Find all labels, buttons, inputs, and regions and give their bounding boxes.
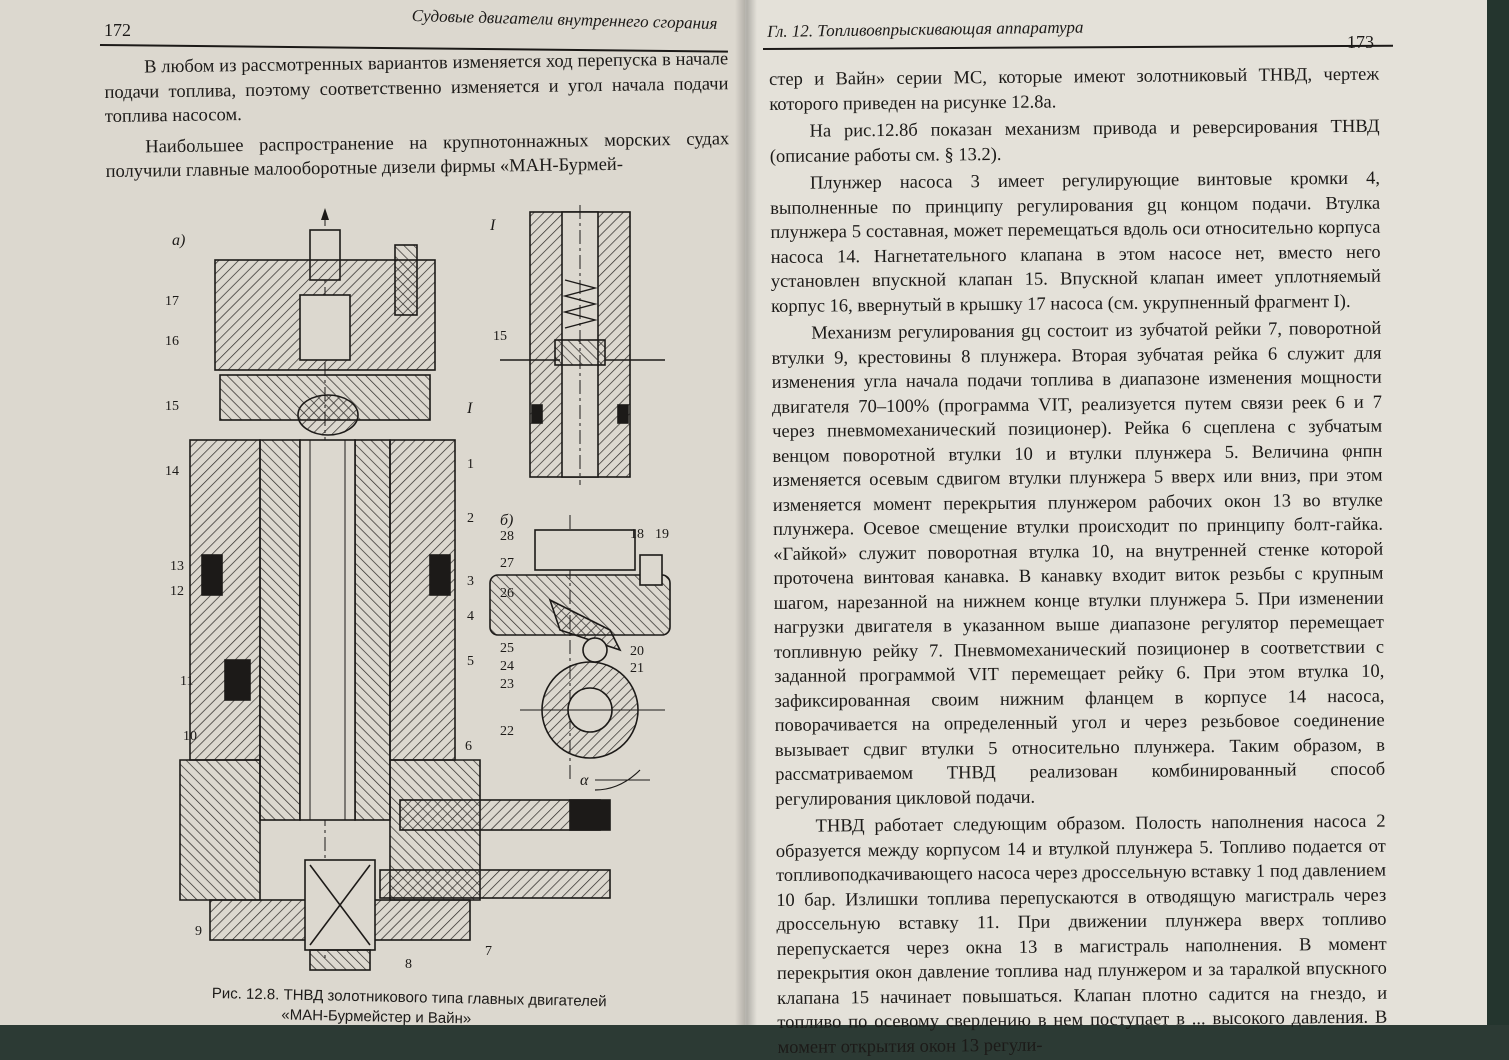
- right-paragraph-5: ТНВД работает следующим образом. Полость наполнения насоса 2 образуется между корпусом 14 и втулкой плунжера 5. Топливо подается от топливоподкачивающего насоса через дроссельную вставку 1 под давлением 10 бар. Излишки топлива перепускаются в отводящую магистраль через дроссельную вставку 11. При движении плунжера вверх топливо перепускается через окна 13 в магистраль наполнения. В момент перекрытия окон давление топлива над плунжером и за таралкой впускного клапана 15 начинает повышаться. Клапан плотно садится на гнездо, и топливо по осевому сверлению в нем поступает в ... высокого давления. В момент открытия окон 13 регули-: [775, 811, 1388, 1058]
- right-page: [745, 0, 1487, 1058]
- label-2: 2: [467, 511, 474, 526]
- left-body-text: [104, 47, 730, 184]
- left-page-number: 172: [104, 20, 131, 40]
- label-18: 18: [630, 527, 644, 542]
- label-10: 10: [183, 729, 197, 744]
- right-page-number: 173: [1347, 32, 1374, 52]
- label-12: 12: [170, 584, 184, 599]
- label-section-I: I: [467, 400, 473, 417]
- label-13: 13: [170, 559, 184, 574]
- label-9: 9: [195, 924, 202, 939]
- label-25: 25: [500, 641, 514, 656]
- left-page: [0, 0, 745, 1028]
- pump-figure: [150, 200, 730, 980]
- right-body-text: [769, 63, 1388, 1060]
- figure-caption: [211, 984, 732, 1035]
- label-20: 20: [630, 644, 644, 659]
- label-14: 14: [165, 464, 179, 479]
- left-paragraph-1: В любом из рассмотренных вариантов изменяется ход перепуска в начале подачи топлива, поэтому соответственно изменяется и угол начала подачи топлива насосом.: [104, 49, 729, 127]
- right-header-rule: [763, 45, 1393, 50]
- detail-section-mark: I: [490, 217, 496, 234]
- right-paragraph-3: Плунжер насоса 3 имеет регулирующие винтовые кромки 4, выполненные по принципу регулирования gц концом подачи. Втулка плунжера 5 составная, может перемещаться вдоль оси относительно корпуса насоса 14. Нагнетательного клапана в этом насосе нет, вместо него установлен впускной клапан 15. Впускной клапан имеет уплотняемый корпус 16, ввернутый в крышку 17 насоса (см. укрупненный фрагмент I).: [770, 168, 1381, 317]
- figure-subpart-a-label: а): [172, 232, 186, 249]
- caption-line-1: Рис. 12.8. ТНВД золотникового типа главных двигателей: [211, 984, 607, 1011]
- label-28: 28: [500, 529, 514, 544]
- label-11: 11: [180, 674, 194, 689]
- right-paragraph-2: На рис.12.8б показан механизм привода и реверсирования ТНВД (описание работы см. § 13.2).: [769, 116, 1380, 167]
- label-16: 16: [165, 334, 179, 349]
- left-running-header: Судовые двигатели внутреннего сгорания: [411, 6, 718, 33]
- label-21: 21: [630, 661, 644, 676]
- label-27: 27: [500, 556, 514, 571]
- right-paragraph-1: стер и Вайн» серии МС, которые имеют золотниковый ТНВД, чертеж которого приведен на рисунке 12.8а.: [769, 64, 1380, 115]
- label-1: 1: [467, 457, 474, 472]
- right-paragraph-4: Механизм регулирования gц состоит из зубчатой рейки 7, поворотной втулки 9, крестовины 8 плунжера. Вторая зубчатая рейка 6 служит для изменения угла начала подачи топлива в диапазоне изменения мощности двигателя 70–100% (программа VIT, реализуется путем связи реек 6 и 7 через пневмомеханический позиционер). Рейка 6 сцеплена с зубчатым венцом поворотной втулки 10 и втулки плунжера 5. Величина φнпн изменяется осевым сдвигом втулки плунжера 5 вверх или вниз, при этом изменяется момент перекрытия плунжером рабочих окон 13 во втулке плунжера. Осевое смещение втулки происходит по принципу болт-гайка. «Гайкой» служит поворотная втулка 10, на внутренней стенке которой проточена винтовая канавка. В канавку входит виток резьбы с крупным шагом, нарезанной на нижнем конце втулки плунжера 5. При изменении нагрузки двигателя в указанном выше диапазоне регулятор перемещает топливную рейку 7. Пневмомеханический позиционер в соответствии с заданной программой VIT перемещает рейку 6. При этом втулка 10, зафиксированная своим нижним фланцем в корпусе 14 насоса, поворачивается на определенный угол и через резьбовое соединение вызывает сдвиг втулки 5 относительно плунжера. Таким образом, в рассматриваемом ТНВД реализован комбинированный способ регулирования цикловой подачи.: [771, 318, 1386, 810]
- label-26: 26: [500, 586, 514, 601]
- figure-subpart-b-label: б): [500, 512, 514, 529]
- angle-alpha-label: α: [580, 772, 589, 789]
- caption-line-2: «МАН-Бурмейстер и Вайн»: [281, 1006, 472, 1028]
- label-19: 19: [655, 527, 669, 542]
- right-running-header: Гл. 12. Топливовпрыскивающая аппаратура: [767, 17, 1084, 41]
- label-3: 3: [467, 574, 474, 589]
- label-17: 17: [165, 294, 179, 309]
- label-22: 22: [500, 724, 514, 739]
- left-paragraph-2: Наибольшее распространение на крупнотоннажных морских судах получили главные малооборотные дизели фирмы «МАН-Бурмей-: [105, 128, 730, 182]
- label-15: 15: [165, 399, 179, 414]
- label-5: 5: [467, 654, 474, 669]
- label-4: 4: [467, 609, 474, 624]
- label-7: 7: [485, 944, 492, 959]
- valve-detail-view: [500, 205, 665, 485]
- label-8: 8: [405, 957, 412, 972]
- label-6: 6: [465, 739, 472, 754]
- label-24: 24: [500, 659, 514, 674]
- detail-label-15: 15: [493, 329, 507, 344]
- book-cover-edge: [1487, 0, 1509, 1025]
- label-23: 23: [500, 677, 514, 692]
